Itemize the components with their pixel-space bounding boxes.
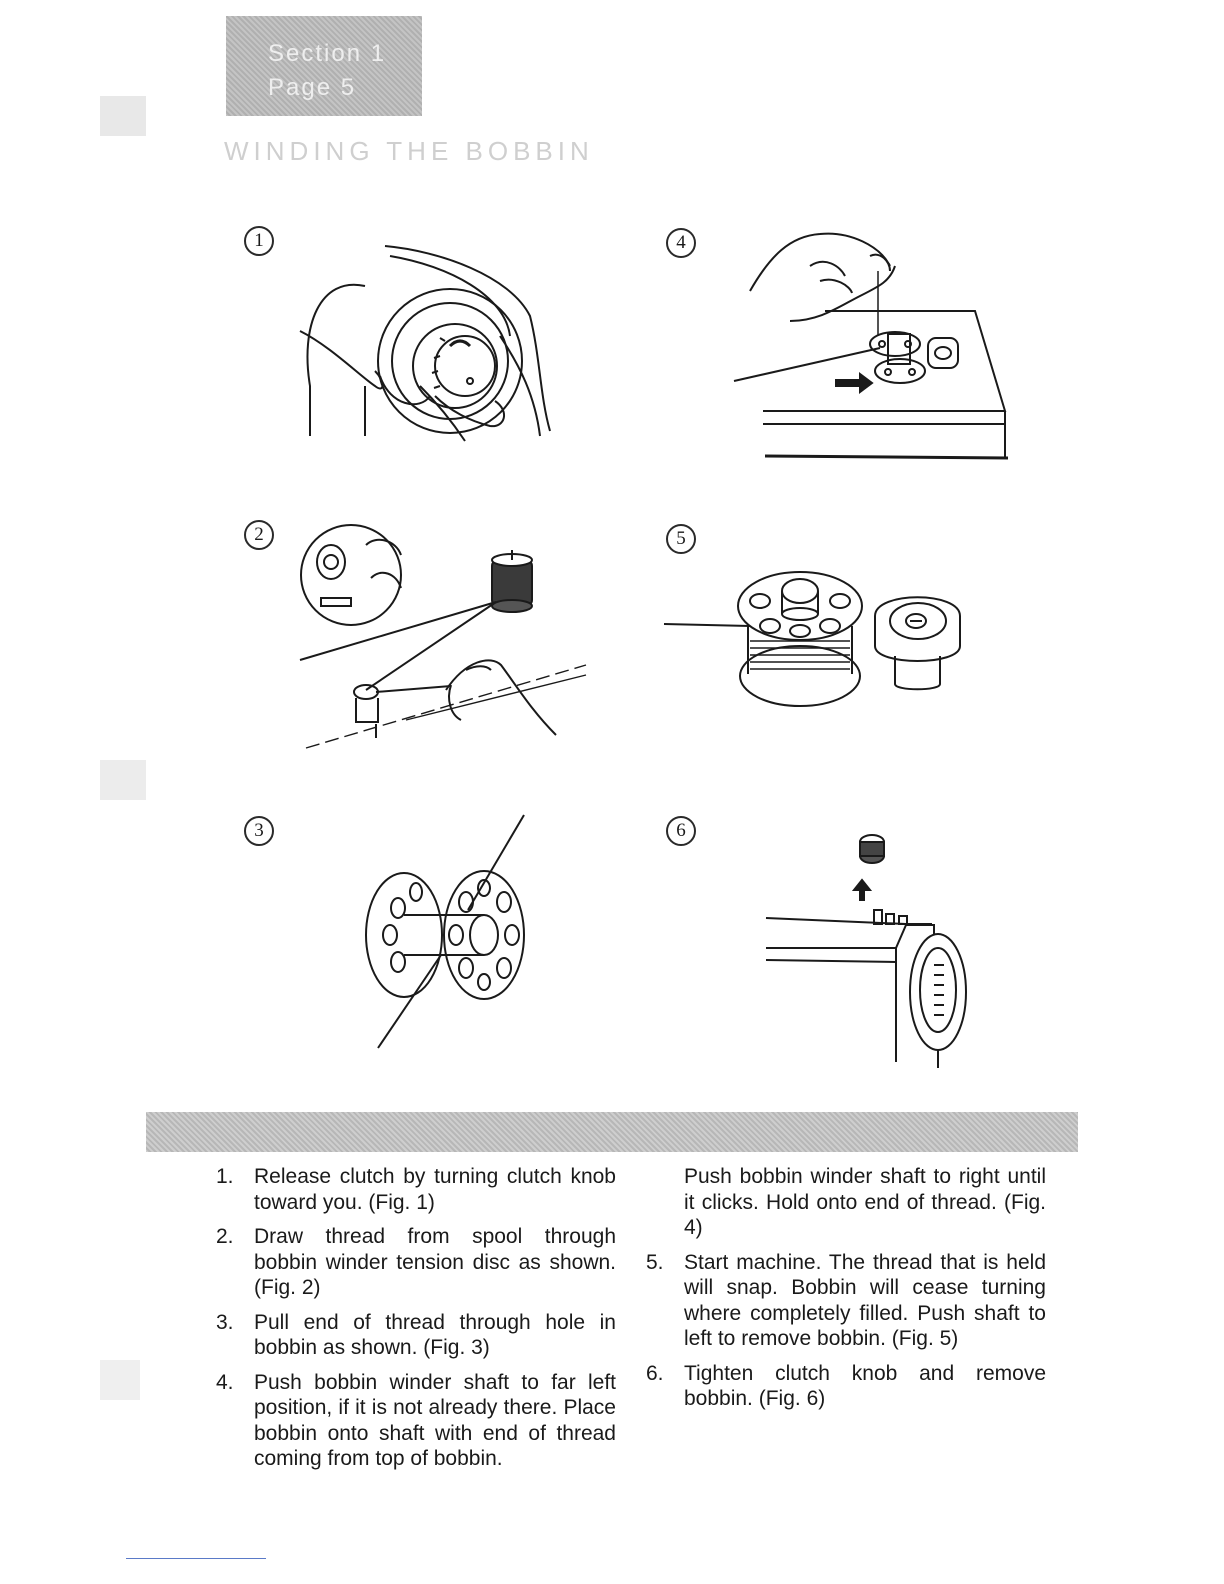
list-item [646, 1361, 1046, 1412]
remove-bobbin-icon [756, 830, 996, 1070]
filled-bobbin-icon [660, 556, 970, 716]
step-number: 3. [216, 1310, 234, 1334]
step-text: Tighten clutch knob and remove bobbin. (Fig. 6) [684, 1361, 1046, 1410]
step-number: 2. [216, 1225, 234, 1248]
list-item [216, 1310, 616, 1361]
list-item [646, 1250, 1046, 1352]
clutch-knob-hand-icon [290, 236, 590, 446]
step-number: 6. [646, 1361, 664, 1385]
bobbin-winder-shaft-icon [730, 226, 1010, 466]
figure-number-5: 5 [666, 524, 696, 554]
scan-speckle [100, 96, 146, 136]
step-text: Release clutch by turning clutch knob toward you. (Fig. 1) [254, 1165, 616, 1214]
section-banner [146, 1112, 1078, 1152]
figure-number-3: 3 [244, 816, 274, 846]
step-text: Push bobbin winder shaft to far left position, if it is not already there. Place bobbin onto shaft with end of thread coming from top of bobbin. [254, 1370, 616, 1470]
section-label: Section 1 [268, 40, 387, 67]
scan-speckle [100, 1360, 140, 1400]
footer-rule [126, 1558, 266, 1559]
figure-number-1: 1 [244, 226, 274, 256]
instructions-right-column [646, 1164, 1046, 1421]
step-number: 5. [646, 1250, 664, 1274]
figure-number-4: 4 [666, 228, 696, 258]
step-number: 1. [216, 1165, 234, 1188]
step-text: Draw thread from spool through bobbin winder tension disc as shown. (Fig. 2) [254, 1225, 616, 1299]
section-tab [226, 16, 422, 116]
step-text: Pull end of thread through hole in bobbin as shown. (Fig. 3) [254, 1310, 616, 1359]
thread-spool-tension-icon [296, 520, 596, 770]
list-item [216, 1370, 616, 1472]
step-number: 4. [216, 1370, 234, 1394]
step-text: Start machine. The thread that is held will snap. Bobbin will cease turning where completely filled. Push shaft to left to remove bobbin. (Fig. 5) [684, 1250, 1046, 1350]
bobbin-thread-hole-icon [356, 810, 556, 1060]
page-title: WINDING THE BOBBIN [224, 136, 594, 166]
figure-number-6: 6 [666, 816, 696, 846]
instructions-left-column [216, 1164, 616, 1481]
step-continuation: Push bobbin winder shaft to right until it clicks. Hold onto end of thread. (Fig. 4) [684, 1165, 1046, 1239]
list-item [216, 1224, 616, 1301]
figure-number-2: 2 [244, 520, 274, 550]
page-label: Page 5 [268, 74, 357, 101]
scan-speckle [100, 760, 146, 800]
list-item [216, 1164, 616, 1215]
